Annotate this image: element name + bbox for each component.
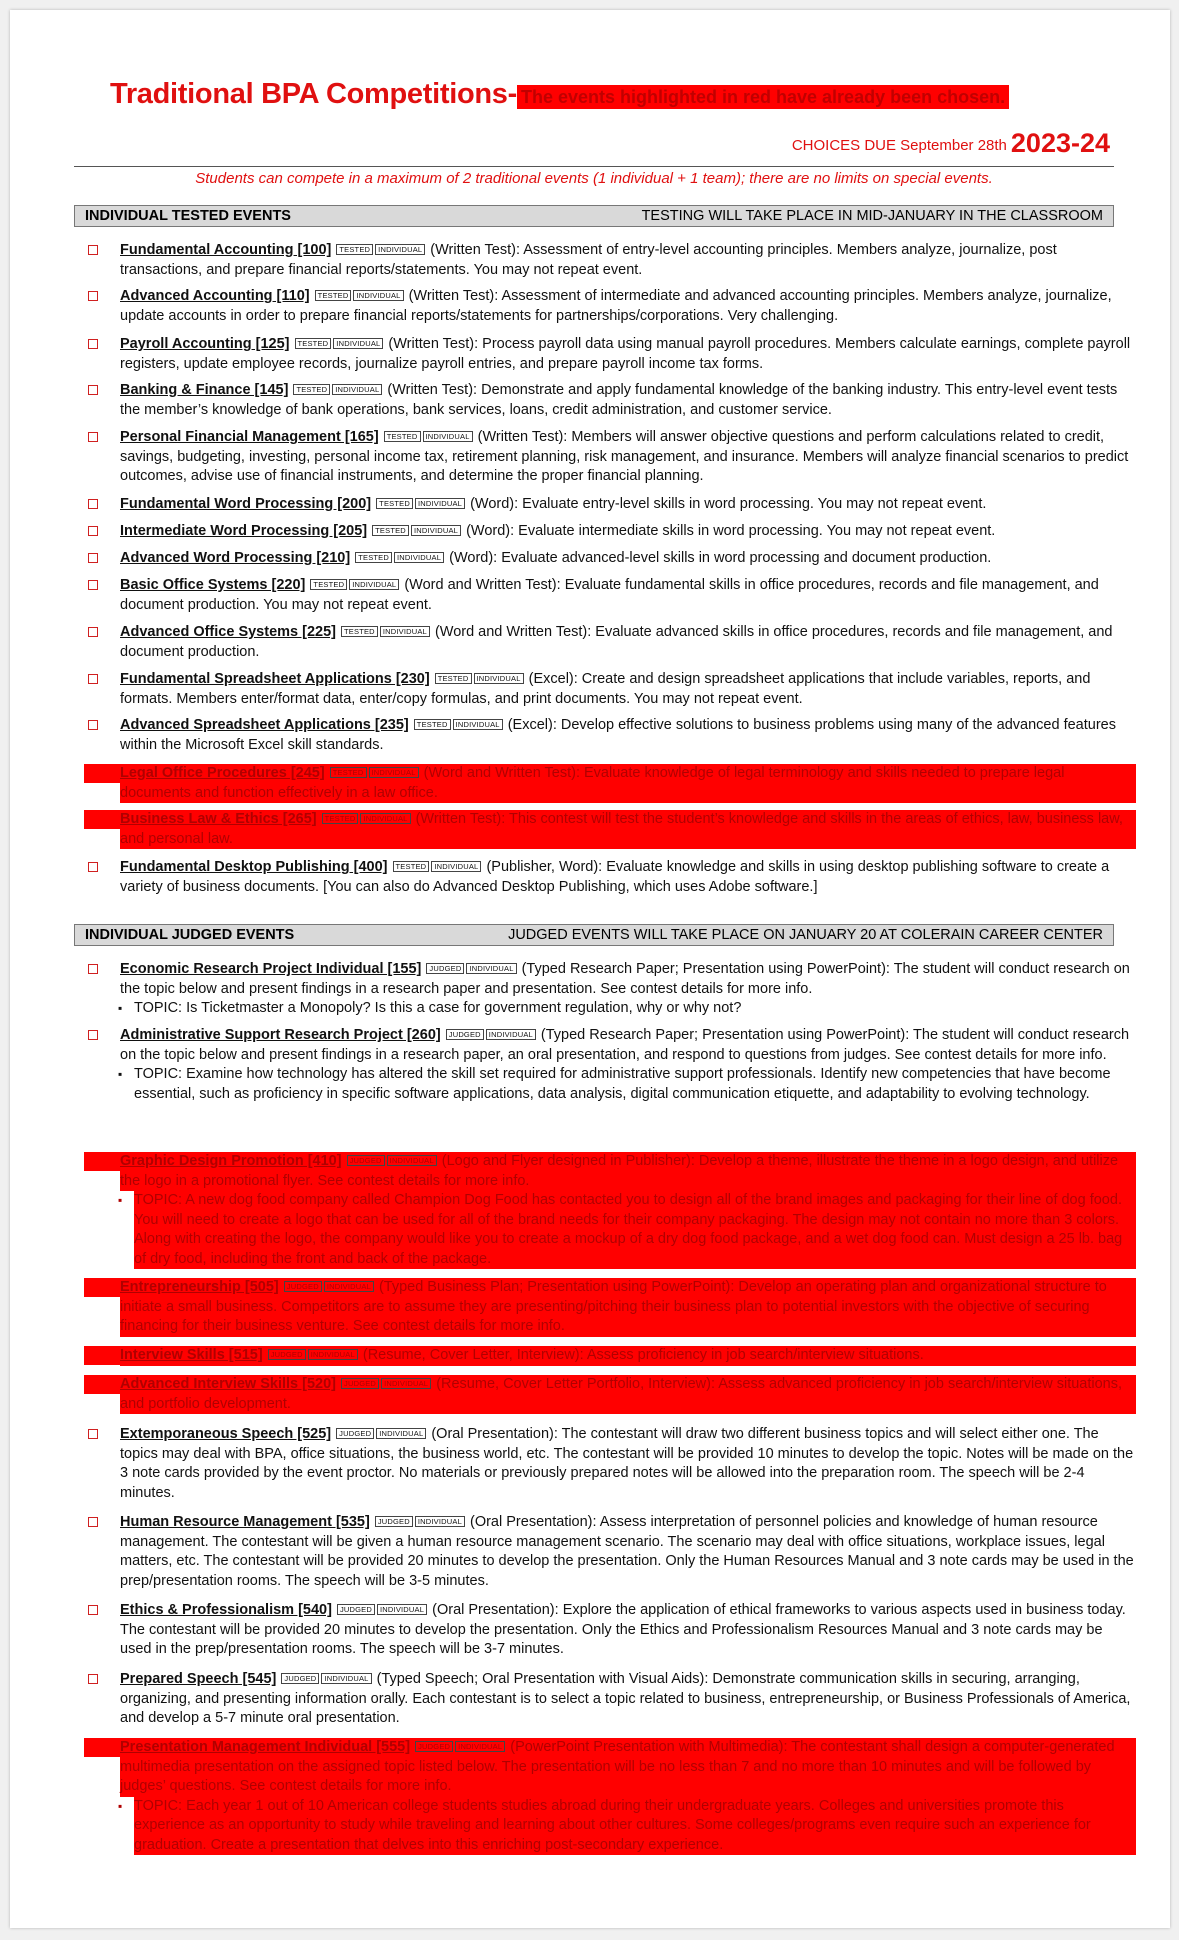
event-checkbox[interactable] bbox=[88, 432, 98, 442]
event-description: (Word): Evaluate intermediate skills in word processing. You may not repeat event. bbox=[466, 523, 996, 539]
event-individual-tag: INDIVIDUAL bbox=[360, 813, 410, 824]
event-name: Entrepreneurship [505] bbox=[120, 1279, 279, 1295]
event-kind-tag: TESTED bbox=[372, 525, 409, 536]
event-individual-tag: INDIVIDUAL bbox=[394, 552, 444, 563]
event-checkbox[interactable] bbox=[88, 291, 98, 301]
event-description: (Word): Evaluate entry-level skills in word processing. You may not repeat event. bbox=[470, 496, 987, 512]
event-item bbox=[74, 335, 1136, 374]
event-kind-tag: JUDGED bbox=[337, 1604, 375, 1615]
event-individual-tag: INDIVIDUAL bbox=[353, 290, 403, 301]
event-description: (Written Test): This contest will test the student’s knowledge and skills in the areas of ethics, law, business law, and personal law. bbox=[120, 811, 1123, 847]
event-description: (Oral Presentation): Assess interpretation of personnel policies and knowledge of human resource management. The contestant will be given a human resource management scenario. The scenario may deal with office situations, workplace issues, legal matters, etc. The contestant will be provided 20 minutes to develop the presentation. Only the Human Resources Manual and 3 note cards may be used in the prep/presentation rooms. The speech will be 3-5 minutes. bbox=[120, 1514, 1134, 1589]
event-text bbox=[120, 1513, 1136, 1591]
event-description: (Resume, Cover Letter Portfolio, Interview): Assess advanced proficiency in job search/interview situations, and portfolio development. bbox=[120, 1376, 1123, 1412]
event-item bbox=[74, 1346, 1136, 1366]
event-individual-tag: INDIVIDUAL bbox=[332, 384, 382, 395]
judged-section-title: INDIVIDUAL JUDGED EVENTS bbox=[85, 927, 295, 943]
event-individual-tag: INDIVIDUAL bbox=[423, 431, 473, 442]
event-individual-tag: INDIVIDUAL bbox=[376, 1428, 426, 1439]
header-divider bbox=[74, 166, 1114, 167]
event-description: (Resume, Cover Letter, Interview): Assess proficiency in job search/interview situations. bbox=[362, 1347, 924, 1363]
event-name: Advanced Office Systems [225] bbox=[120, 624, 336, 640]
chosen-marker bbox=[84, 1375, 120, 1394]
chosen-marker bbox=[84, 1346, 120, 1365]
event-text bbox=[120, 1425, 1136, 1503]
school-year: 2023-24 bbox=[1010, 128, 1110, 158]
event-topic: ▪ TOPIC: A new dog food company called Champion Dog Food has contacted you to design all of the brand images and packaging for their line of dog food. You will need to create a logo that can be used for all of the brand needs for their company packaging. The design may not contain no more than 3 colors. Along with creating the logo, the company would like you to create a mockup of a dry dog food package, and a wet dog food can. Must design a 25 lb. bag of dry food, including the front and back of the package. bbox=[134, 1191, 1136, 1269]
event-description: (Word and Written Test): Evaluate knowledge of legal terminology and skills needed to prepare legal documents and function effectively in a law office. bbox=[120, 765, 1065, 801]
event-individual-tag: INDIVIDUAL bbox=[369, 767, 419, 778]
event-checkbox[interactable] bbox=[88, 674, 98, 684]
event-item bbox=[74, 522, 1136, 542]
event-name: Fundamental Word Processing [200] bbox=[120, 496, 372, 512]
event-topic: ▪ TOPIC: Is Ticketmaster a Monopoly? Is this a case for government regulation, why or why not? bbox=[134, 999, 1136, 1019]
event-kind-tag: TESTED bbox=[315, 290, 352, 301]
chosen-marker bbox=[84, 810, 120, 829]
event-name: Extemporaneous Speech [525] bbox=[120, 1426, 332, 1442]
event-kind-tag: TESTED bbox=[376, 498, 413, 509]
event-item bbox=[74, 1152, 1136, 1269]
event-kind-tag: TESTED bbox=[384, 431, 421, 442]
event-individual-tag: INDIVIDUAL bbox=[415, 498, 465, 509]
event-description: (Word): Evaluate advanced-level skills in word processing and document production. bbox=[449, 550, 992, 566]
judged-section-schedule: JUDGED EVENTS WILL TAKE PLACE ON JANUARY 20 AT COLERAIN CAREER CENTER bbox=[508, 927, 1103, 943]
event-name: Advanced Spreadsheet Applications [235] bbox=[120, 717, 409, 733]
event-checkbox[interactable] bbox=[88, 1429, 98, 1439]
event-checkbox[interactable] bbox=[88, 1674, 98, 1684]
event-checkbox[interactable] bbox=[88, 1030, 98, 1040]
event-text bbox=[120, 522, 1136, 542]
judged-section-header bbox=[74, 924, 1114, 946]
event-kind-tag: TESTED bbox=[341, 626, 378, 637]
event-description: (PowerPoint Presentation with Multimedia): The contestant shall design a computer-generated multimedia presentation on the assigned topic listed below. The presentation will be no less than 7 and no more than 10 minutes and will be followed by judges’ questions. See contest details for more info. bbox=[120, 1739, 1115, 1794]
event-kind-tag: TESTED bbox=[295, 338, 332, 349]
event-text bbox=[120, 495, 1136, 515]
event-individual-tag: INDIVIDUAL bbox=[474, 673, 524, 684]
event-item bbox=[74, 670, 1136, 709]
event-text bbox=[120, 1601, 1136, 1660]
event-description: (Written Test): Assessment of entry-level accounting principles. Members analyze, journalize, post transactions, and prepare financial reports/statements. You may not repeat event. bbox=[120, 242, 1057, 278]
event-individual-tag: INDIVIDUAL bbox=[431, 861, 481, 872]
event-topic: ▪ TOPIC: Examine how technology has altered the skill set required for administrative support professionals. Identify new competencies that have become essential, such as proficiency in specific software applications, data analysis, digital communication etiquette, and adaptability to evolving technology. bbox=[134, 1065, 1136, 1104]
event-individual-tag: INDIVIDUAL bbox=[415, 1516, 465, 1527]
event-description: (Typed Research Paper; Presentation using PowerPoint): The student will conduct research on the topic below and present findings in a research paper and presentation. See contest details for more info. bbox=[120, 961, 1130, 997]
event-individual-tag: INDIVIDUAL bbox=[486, 1029, 536, 1040]
event-text bbox=[120, 576, 1136, 615]
event-kind-tag: JUDGED bbox=[281, 1673, 319, 1684]
event-item bbox=[74, 287, 1136, 326]
event-checkbox[interactable] bbox=[88, 385, 98, 395]
event-item bbox=[74, 764, 1136, 803]
event-checkbox[interactable] bbox=[88, 720, 98, 730]
event-name: Banking & Finance [145] bbox=[120, 382, 289, 398]
event-item bbox=[74, 716, 1136, 755]
event-kind-tag: TESTED bbox=[393, 861, 430, 872]
event-name: Interview Skills [515] bbox=[120, 1347, 263, 1363]
event-description: (Written Test): Demonstrate and apply fundamental knowledge of the banking industry. This entry-level event tests the member’s knowledge of bank operations, bank services, loans, credit administration, and customer service. bbox=[120, 382, 1118, 418]
event-name: Economic Research Project Individual [155] bbox=[120, 961, 422, 977]
document-page bbox=[10, 10, 1170, 1928]
event-text bbox=[120, 1026, 1136, 1065]
event-kind-tag: TESTED bbox=[336, 244, 373, 255]
event-individual-tag: INDIVIDUAL bbox=[453, 719, 503, 730]
event-item bbox=[74, 549, 1136, 569]
event-kind-tag: JUDGED bbox=[375, 1516, 413, 1527]
event-name: Fundamental Accounting [100] bbox=[120, 242, 332, 258]
event-individual-tag: INDIVIDUAL bbox=[308, 1349, 358, 1360]
event-individual-tag: INDIVIDUAL bbox=[377, 1604, 427, 1615]
event-text bbox=[120, 716, 1136, 755]
event-text bbox=[120, 810, 1136, 849]
tested-section-header bbox=[74, 205, 1114, 227]
event-individual-tag: INDIVIDUAL bbox=[455, 1741, 505, 1752]
choices-due bbox=[792, 128, 1110, 159]
event-kind-tag: TESTED bbox=[330, 767, 367, 778]
event-name: Ethics & Professionalism [540] bbox=[120, 1602, 332, 1618]
event-checkbox[interactable] bbox=[88, 1517, 98, 1527]
event-kind-tag: JUDGED bbox=[347, 1155, 385, 1166]
tested-section-schedule: TESTING WILL TAKE PLACE IN MID-JANUARY IN THE CLASSROOM bbox=[641, 208, 1103, 224]
event-kind-tag: JUDGED bbox=[446, 1029, 484, 1040]
event-kind-tag: TESTED bbox=[322, 813, 359, 824]
event-checkbox[interactable] bbox=[88, 245, 98, 255]
event-individual-tag: INDIVIDUAL bbox=[466, 963, 516, 974]
chosen-marker bbox=[84, 1278, 120, 1297]
event-text bbox=[120, 287, 1136, 326]
event-description: (Excel): Create and design spreadsheet applications that include variables, reports, and formats. Members enter/format data, enter/copy formulas, and print documents. You may not repeat event. bbox=[120, 671, 1091, 707]
event-description: (Oral Presentation): The contestant will draw two different business topics and will select either one. The topics may deal with BPA, office situations, the business world, etc. The contestant will be provided 10 minutes to develop the topic. Notes will be made on the 3 note cards provided by the event proctor. No materials or previously prepared notes will be allowed into the preparation room. The speech will be 2-4 minutes. bbox=[120, 1426, 1134, 1501]
event-description: (Oral Presentation): Explore the application of ethical frameworks to various aspects used in business today. The contestant will be provided 20 minutes to develop the presentation. Only the Ethics and Professionalism Resources Manual and 3 note cards may be used in the prep/presentation rooms. The speech will be 3-7 minutes. bbox=[120, 1602, 1126, 1657]
event-item bbox=[74, 381, 1136, 420]
event-individual-tag: INDIVIDUAL bbox=[387, 1155, 437, 1166]
event-checkbox[interactable] bbox=[88, 1605, 98, 1615]
event-item bbox=[74, 576, 1136, 615]
event-kind-tag: JUDGED bbox=[284, 1281, 322, 1292]
event-name: Basic Office Systems [220] bbox=[120, 577, 306, 593]
event-name: Payroll Accounting [125] bbox=[120, 336, 290, 352]
title-row bbox=[110, 78, 1110, 120]
event-kind-tag: TESTED bbox=[435, 673, 472, 684]
event-text bbox=[120, 1346, 1136, 1366]
event-name: Human Resource Management [535] bbox=[120, 1514, 370, 1530]
event-checkbox[interactable] bbox=[88, 553, 98, 563]
event-text bbox=[120, 670, 1136, 709]
event-text bbox=[120, 623, 1136, 662]
event-item bbox=[74, 1513, 1136, 1591]
chosen-marker bbox=[84, 1152, 120, 1171]
event-checkbox[interactable] bbox=[88, 499, 98, 509]
event-name: Advanced Interview Skills [520] bbox=[120, 1376, 336, 1392]
event-item bbox=[74, 1026, 1136, 1104]
event-item bbox=[74, 960, 1136, 1019]
event-description: (Typed Research Paper; Presentation using PowerPoint): The student will conduct research on the topic below and present findings in a research paper, an oral presentation, and respond to questions from judges. See contest details for more info. bbox=[120, 1027, 1130, 1063]
event-kind-tag: JUDGED bbox=[268, 1349, 306, 1360]
event-name: Administrative Support Research Project [260] bbox=[120, 1027, 441, 1043]
event-name: Fundamental Spreadsheet Applications [230] bbox=[120, 671, 430, 687]
event-text bbox=[120, 241, 1136, 280]
event-name: Advanced Accounting [110] bbox=[120, 288, 310, 304]
event-item bbox=[74, 858, 1136, 897]
event-individual-tag: INDIVIDUAL bbox=[324, 1281, 374, 1292]
event-text bbox=[120, 1278, 1136, 1337]
event-checkbox[interactable] bbox=[88, 526, 98, 536]
event-text bbox=[120, 381, 1136, 420]
event-checkbox[interactable] bbox=[88, 964, 98, 974]
event-individual-tag: INDIVIDUAL bbox=[333, 338, 383, 349]
event-name: Personal Financial Management [165] bbox=[120, 429, 379, 445]
event-item bbox=[74, 1738, 1136, 1855]
event-individual-tag: INDIVIDUAL bbox=[380, 626, 430, 637]
event-description: (Excel): Develop effective solutions to business problems using many of the advanced features within the Microsoft Excel skill standards. bbox=[120, 717, 1116, 753]
event-kind-tag: TESTED bbox=[355, 552, 392, 563]
event-kind-tag: JUDGED bbox=[426, 963, 464, 974]
chosen-marker bbox=[84, 764, 120, 783]
event-text bbox=[120, 858, 1136, 897]
title-note: The events highlighted in red have already been chosen. bbox=[517, 85, 1009, 109]
event-individual-tag: INDIVIDUAL bbox=[349, 579, 399, 590]
chosen-marker bbox=[84, 1738, 120, 1757]
event-name: Legal Office Procedures [245] bbox=[120, 765, 325, 781]
event-name: Prepared Speech [545] bbox=[120, 1671, 277, 1687]
event-name: Advanced Word Processing [210] bbox=[120, 550, 351, 566]
event-checkbox[interactable] bbox=[88, 339, 98, 349]
event-text bbox=[120, 1152, 1136, 1191]
event-kind-tag: TESTED bbox=[293, 384, 330, 395]
event-individual-tag: INDIVIDUAL bbox=[381, 1378, 431, 1389]
choices-due-text: CHOICES DUE September 28th bbox=[791, 137, 1007, 154]
event-kind-tag: JUDGED bbox=[415, 1741, 453, 1752]
page-title: Traditional BPA Competitions- bbox=[110, 78, 517, 110]
event-individual-tag: INDIVIDUAL bbox=[411, 525, 461, 536]
event-item bbox=[74, 810, 1136, 849]
event-topic: ▪ TOPIC: Each year 1 out of 10 American college students studies abroad during their undergraduate years. Colleges and universities promote this experience as an opportunity to study while traveling and learning about other cultures. Some colleges/programs even require such an experience for graduation. Create a presentation that delves into this enriching post-secondary experience. bbox=[134, 1797, 1136, 1856]
event-item bbox=[74, 623, 1136, 662]
event-item bbox=[74, 1601, 1136, 1660]
event-text bbox=[120, 960, 1136, 999]
event-name: Presentation Management Individual [555] bbox=[120, 1739, 411, 1755]
event-text bbox=[120, 764, 1136, 803]
event-description: (Logo and Flyer designed in Publisher): Develop a theme, illustrate the theme in a logo design, and utilize the logo in a promotional flyer. See contest details for more info. bbox=[120, 1153, 1119, 1189]
limit-note: Students can compete in a maximum of 2 traditional events (1 individual + 1 team); there are no limits on special events. bbox=[195, 170, 993, 187]
event-kind-tag: TESTED bbox=[310, 579, 347, 590]
event-item bbox=[74, 1670, 1136, 1729]
event-text bbox=[120, 428, 1136, 487]
event-description: (Publisher, Word): Evaluate knowledge and skills in using desktop publishing software to create a variety of business documents. [You can also do Advanced Desktop Publishing, which uses Adobe software.] bbox=[120, 859, 1110, 895]
event-description: (Written Test): Process payroll data using manual payroll procedures. Members calculate earnings, complete payroll registers, update employee records, journalize payroll entries, and prepare payroll income tax forms. bbox=[120, 336, 1131, 372]
event-checkbox[interactable] bbox=[88, 580, 98, 590]
event-item bbox=[74, 241, 1136, 280]
event-description: (Word and Written Test): Evaluate fundamental skills in office procedures, records and file management, and document production. You may not repeat event. bbox=[120, 577, 1099, 613]
tested-section-title: INDIVIDUAL TESTED EVENTS bbox=[85, 208, 291, 224]
event-description: (Typed Speech; Oral Presentation with Visual Aids): Demonstrate communication skills in securing, arranging, organizing, and presenting information orally. Each contestant is to select a topic related to business, entrepreneurship, or Business Professionals of America, and develop a 5-7 minute oral presentation. bbox=[120, 1671, 1131, 1726]
event-item bbox=[74, 1278, 1136, 1337]
event-checkbox[interactable] bbox=[88, 627, 98, 637]
event-individual-tag: INDIVIDUAL bbox=[321, 1673, 371, 1684]
event-kind-tag: JUDGED bbox=[336, 1428, 374, 1439]
event-description: (Written Test): Members will answer objective questions and perform calculations related to credit, savings, budgeting, investing, personal income tax, retirement planning, risk management, and insurance. Members will analyze financial scenarios to predict outcomes, advise use of financial instruments, and determine the proper financial planning. bbox=[120, 429, 1129, 484]
event-item bbox=[74, 1375, 1136, 1414]
event-item bbox=[74, 1425, 1136, 1503]
event-item bbox=[74, 495, 1136, 515]
event-text bbox=[120, 1738, 1136, 1797]
event-text bbox=[120, 1670, 1136, 1729]
event-description: (Typed Business Plan; Presentation using PowerPoint): Develop an operating plan and organizational structure to initiate a small business. Competitors are to assume they are presenting/pitching their business plan to potential investors with the objective of securing financing for their business venture. See contest details for more info. bbox=[120, 1279, 1107, 1334]
event-individual-tag: INDIVIDUAL bbox=[375, 244, 425, 255]
event-name: Intermediate Word Processing [205] bbox=[120, 523, 368, 539]
event-kind-tag: JUDGED bbox=[341, 1378, 379, 1389]
event-kind-tag: TESTED bbox=[414, 719, 451, 730]
event-description: (Word and Written Test): Evaluate advanced skills in office procedures, records and file management, and document production. bbox=[120, 624, 1113, 660]
event-name: Fundamental Desktop Publishing [400] bbox=[120, 859, 388, 875]
event-text bbox=[120, 549, 1136, 569]
event-item bbox=[74, 428, 1136, 487]
event-text bbox=[120, 335, 1136, 374]
event-name: Business Law & Ethics [265] bbox=[120, 811, 317, 827]
event-description: (Written Test): Assessment of intermediate and advanced accounting principles. Members analyze, journalize, update accounts in order to prepare financial reports/statements for partnerships/corporations. Very challenging. bbox=[120, 288, 1112, 324]
event-checkbox[interactable] bbox=[88, 862, 98, 872]
event-name: Graphic Design Promotion [410] bbox=[120, 1153, 342, 1169]
event-text bbox=[120, 1375, 1136, 1414]
